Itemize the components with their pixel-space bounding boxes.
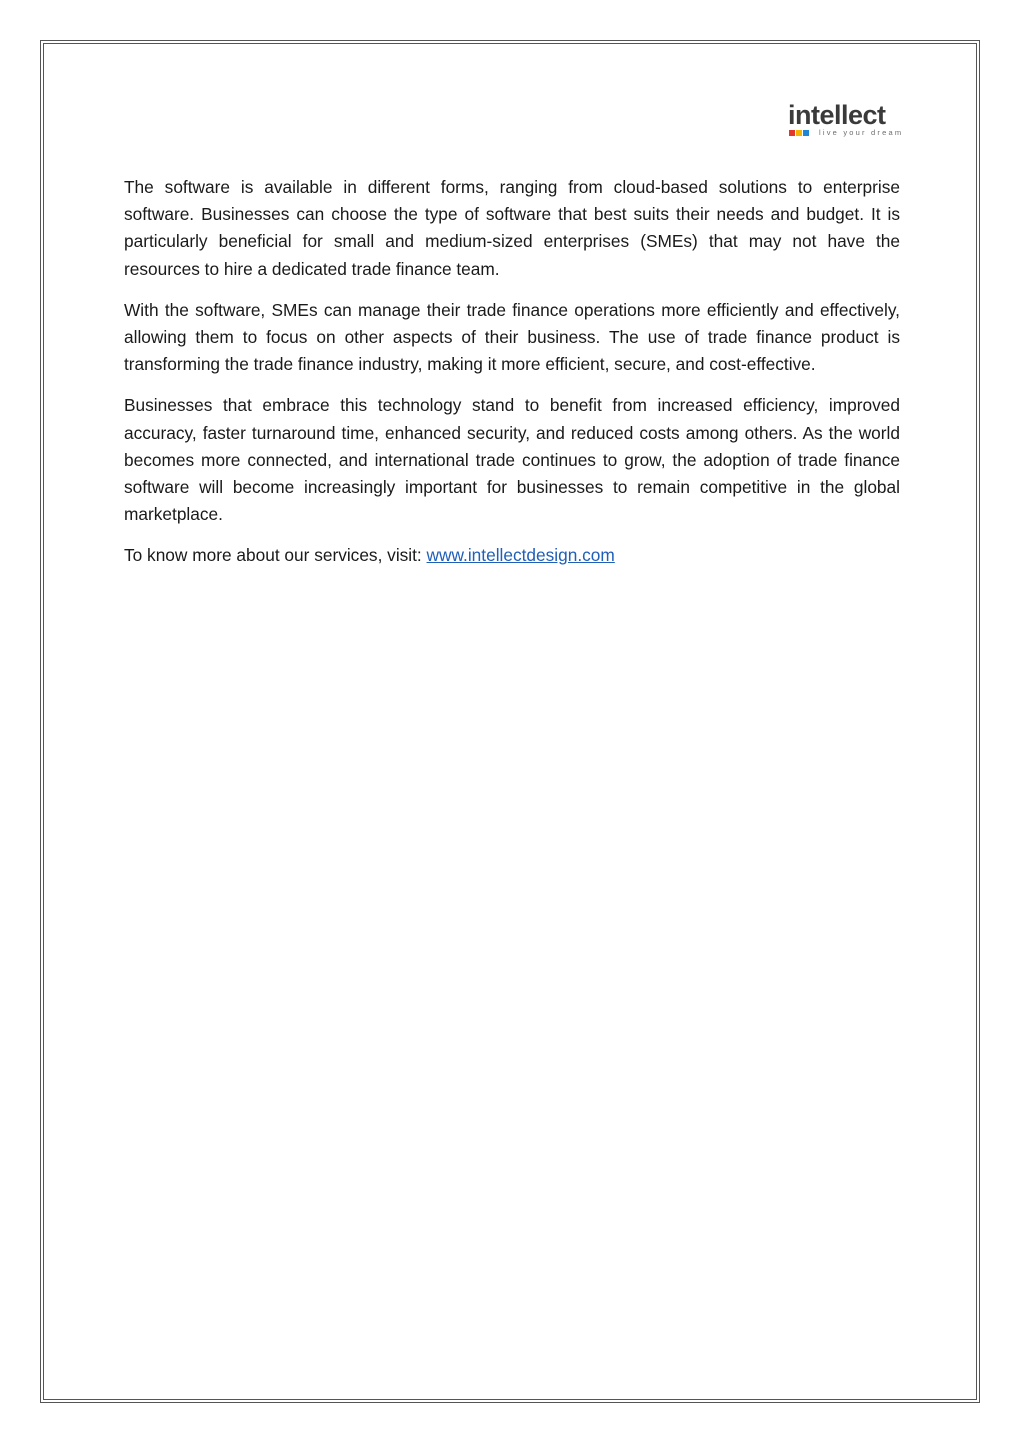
- intellect-logo: [788, 100, 904, 140]
- visit-text: To know more about our services, visit:: [124, 545, 427, 566]
- paragraph-software-forms: The software is available in different forms, ranging from cloud-based solutions to enterprise software. Businesses can choose the type of software that best suits their needs and budget. It is particularly beneficial for small and medium-sized enterprises (SMEs) that may not have the resources to hire a dedicated trade finance team.: [124, 177, 900, 279]
- logo-wordmark: intellect: [788, 100, 886, 130]
- visit-line: [124, 542, 900, 569]
- website-link[interactable]: www.intellectdesign.com: [426, 545, 615, 566]
- logo-tagline: live your dream: [819, 128, 904, 137]
- paragraph-sme-benefits: With the software, SMEs can manage their trade finance operations more efficiently and effectively, allowing them to focus on other aspects of their business. The use of trade finance product is transforming the trade finance industry, making it more efficient, secure, and cost-effective.: [124, 299, 900, 375]
- logo-square-yellow: [796, 130, 802, 136]
- paragraph-technology-benefits: Businesses that embrace this technology stand to benefit from increased efficiency, improved accuracy, faster turnaround time, enhanced security, and reduced costs among others. As the world becomes more connected, and international trade continues to grow, the adoption of trade finance software will become increasingly important for businesses to remain competitive in the global marketplace.: [124, 395, 900, 525]
- document-body: [124, 174, 900, 570]
- logo-square-blue: [803, 130, 809, 136]
- logo-square-red: [789, 130, 795, 136]
- logo-color-squares: [789, 130, 809, 136]
